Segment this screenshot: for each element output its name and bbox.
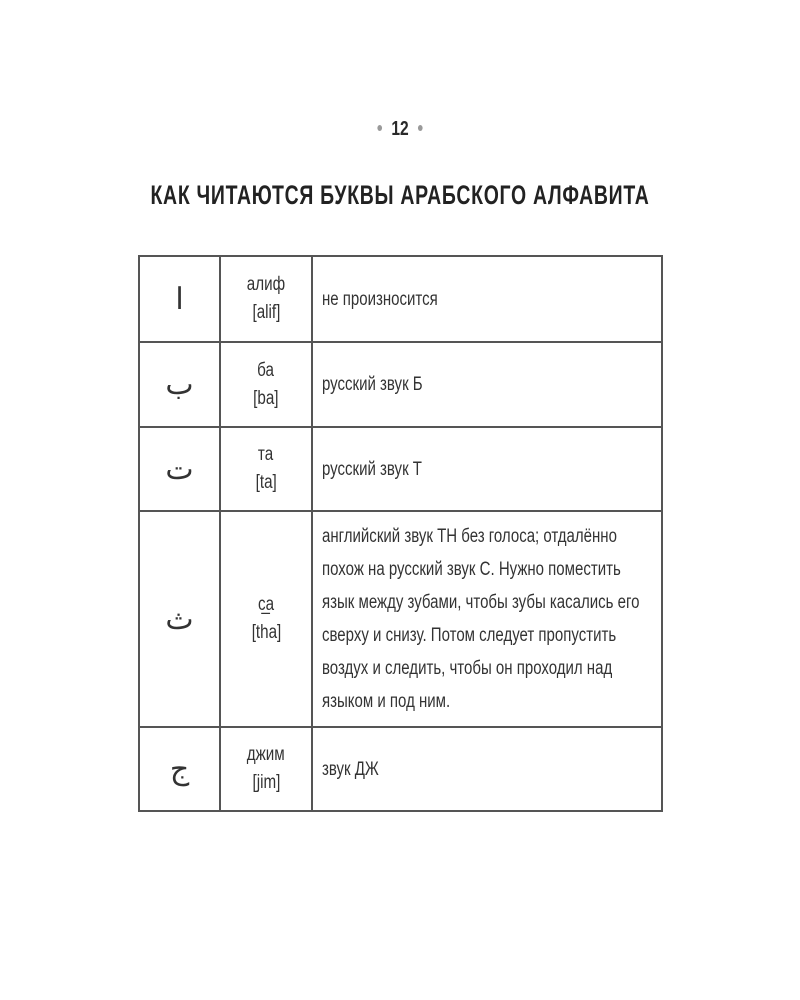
page-title: КАК ЧИТАЮТСЯ БУКВЫ АРАБСКОГО АЛФАВИТА xyxy=(150,180,650,210)
arabic-letter: ا xyxy=(139,256,220,342)
table-row xyxy=(139,256,662,342)
letter-name-latin: [alif] xyxy=(252,302,280,323)
letter-description xyxy=(312,727,662,811)
arabic-letter: ت xyxy=(139,427,220,511)
letter-name xyxy=(220,256,312,342)
arabic-alphabet-table xyxy=(138,255,663,812)
page-number-text: 12 xyxy=(391,118,409,140)
letter-name xyxy=(220,727,312,811)
letter-description-text: не произносится xyxy=(322,288,438,310)
arabic-letter: ب xyxy=(139,342,220,427)
letter-description-text: русский звук Б xyxy=(322,374,423,395)
left-dot-ornament xyxy=(377,125,382,131)
letter-description xyxy=(312,511,662,727)
letter-name xyxy=(220,342,312,427)
letter-name xyxy=(220,511,312,727)
letter-name-russian: джим xyxy=(246,744,285,765)
page-number xyxy=(88,118,712,141)
letter-name-russian: алиф xyxy=(246,274,286,295)
letter-name-latin: [jim] xyxy=(252,772,280,793)
table-row xyxy=(139,342,662,427)
arabic-letter: ث xyxy=(139,511,220,727)
letter-name-latin: [tha] xyxy=(251,622,281,643)
table-row xyxy=(139,727,662,811)
letter-description xyxy=(312,256,662,342)
letter-name xyxy=(220,427,312,511)
letter-description-text: английский звук TH без голоса; отдалённо похож на русский звук С. Нужно поместить язык между зубами, чтобы зубы касались его сверху и снизу. Потом следует пропустить воздух и следить, чтобы он проходил над языком и под ним. xyxy=(322,526,640,712)
letter-description-text: русский звук Т xyxy=(322,458,422,480)
letter-name-russian: с̲а xyxy=(257,594,275,615)
table-row xyxy=(139,427,662,511)
table-row xyxy=(139,511,662,727)
letter-description xyxy=(312,427,662,511)
letter-name-latin: [ta] xyxy=(255,472,277,493)
letter-description xyxy=(312,342,662,427)
letter-name-russian: та xyxy=(258,444,274,465)
letter-description-text: звук ДЖ xyxy=(322,758,379,780)
arabic-letter: ج xyxy=(139,727,220,811)
right-dot-ornament xyxy=(418,125,423,131)
letter-name-latin: [ba] xyxy=(253,387,279,409)
letter-name-russian: ба xyxy=(257,359,275,381)
